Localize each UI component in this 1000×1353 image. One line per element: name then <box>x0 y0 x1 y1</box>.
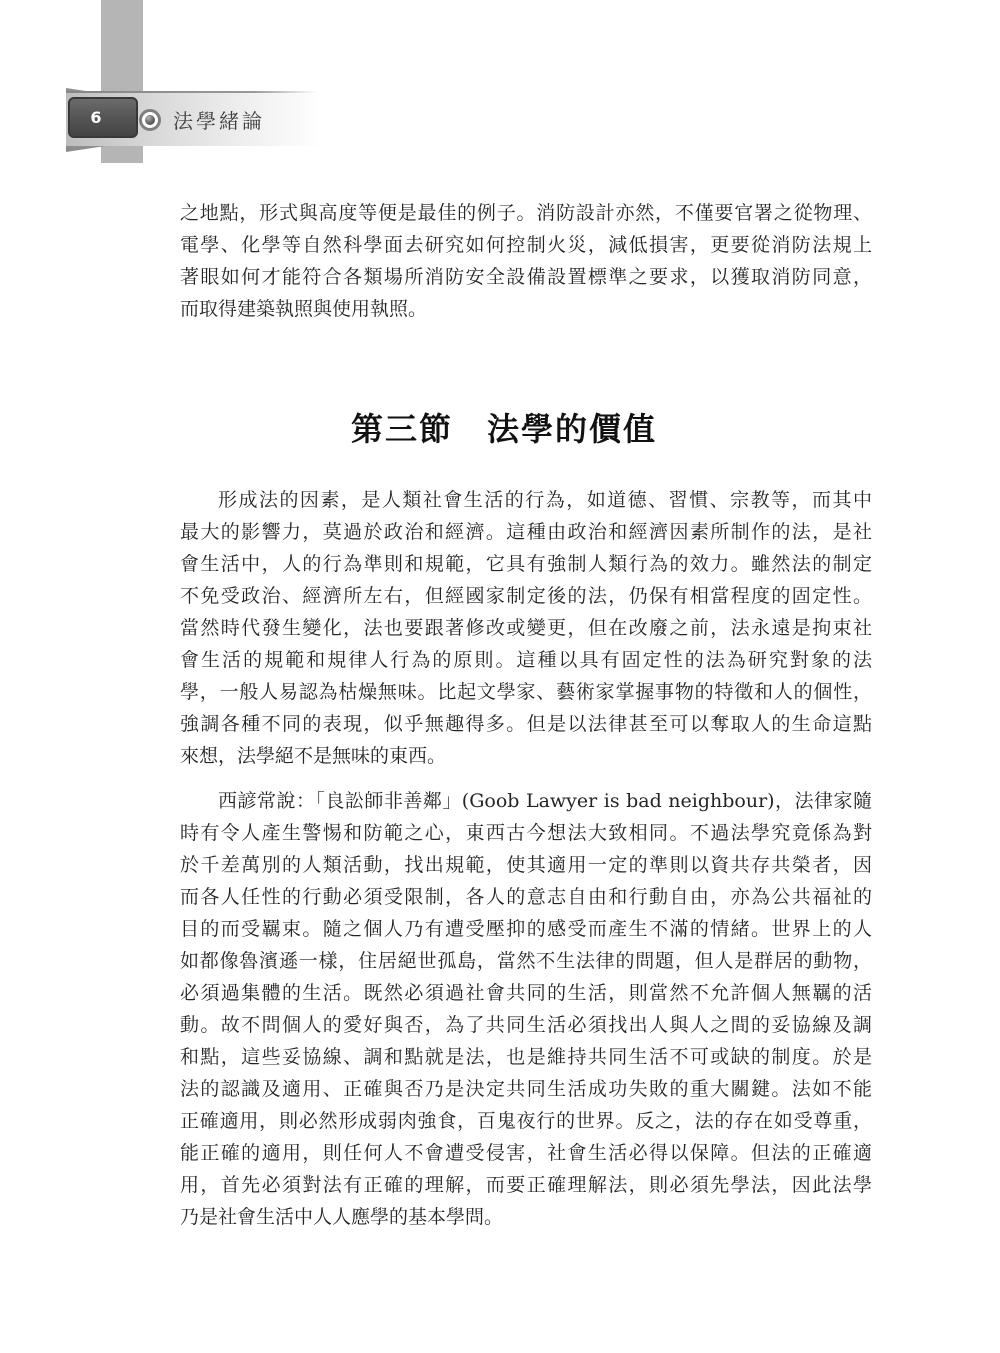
text-line: 正確適用，則必然形成弱肉強食，百鬼夜行的世界。反之，法的存在如受尊重， <box>180 1110 872 1132</box>
text-line: 西諺常說：「良訟師非善鄰」(Goob Lawyer is bad neighbour)，法律家隨 <box>218 790 872 812</box>
page-number: 6 <box>90 108 102 127</box>
text-line: 著眼如何才能符合各類場所消防安全設備設置標準之要求，以獲取消防同意， <box>180 266 872 288</box>
paragraph <box>180 484 872 772</box>
text-line: 時有令人產生警惕和防範之心，東西古今想法大致相同。不過法學究竟係為對 <box>180 822 872 844</box>
text-line: 來想，法學絕不是無味的東西。 <box>180 745 447 767</box>
target-circle-inner-dot <box>145 115 155 125</box>
text-line: 而各人任性的行動必須受限制，各人的意志自由和行動自由，亦為公共福祉的 <box>180 886 872 908</box>
text-line: 動。故不問個人的愛好與否，為了共同生活必須找出人與人之間的妥協線及調 <box>180 1014 872 1036</box>
page-number-box <box>68 97 138 138</box>
target-circle-icon <box>139 109 161 131</box>
paragraph <box>180 785 872 1233</box>
text-line: 而取得建築執照與使用執照。 <box>180 298 428 320</box>
text-line: 目的而受羈束。隨之個人乃有遭受壓抑的感受而產生不滿的情緒。世界上的人 <box>180 918 872 940</box>
body-text <box>180 0 872 1353</box>
text-line: 乃是社會生活中人人應學的基本學問。 <box>180 1206 504 1228</box>
text-line: 當然時代發生變化，法也要跟著修改或變更，但在改廢之前，法永遠是拘束社 <box>180 617 872 639</box>
text-line: 用，首先必須對法有正確的理解，而要正確理解法，則必須先學法，因此法學 <box>180 1174 872 1196</box>
text-line: 會生活中，人的行為準則和規範，它具有強制人類行為的效力。雖然法的制定 <box>180 553 872 575</box>
text-line: 和點，這些妥協線、調和點就是法，也是維持共同生活不可或缺的制度。於是 <box>180 1046 872 1068</box>
text-line: 學，一般人易認為枯燥無味。比起文學家、藝術家掌握事物的特徵和人的個性， <box>180 681 872 703</box>
text-line: 法的認識及適用、正確與否乃是決定共同生活成功失敗的重大關鍵。法如不能 <box>180 1078 872 1100</box>
paragraph <box>180 197 872 325</box>
text-line: 電學、化學等自然科學面去研究如何控制火災，減低損害，更要從消防法規上 <box>180 234 872 256</box>
text-line: 不免受政治、經濟所左右，但經國家制定後的法，仍保有相當程度的固定性。 <box>180 585 872 607</box>
running-head-book-title: 法學緒論 <box>173 109 265 133</box>
text-line: 能正確的適用，則任何人不會遭受侵害，社會生活必得以保障。但法的正確適 <box>180 1142 872 1164</box>
text-line: 形成法的因素，是人類社會生活的行為，如道德、習慣、宗教等，而其中 <box>218 489 872 511</box>
text-line: 如都像魯濱遜一樣，住居絕世孤島，當然不生法律的問題，但人是群居的動物， <box>180 950 872 972</box>
text-line: 必須過集體的生活。既然必須過社會共同的生活，則當然不允許個人無羈的活 <box>180 982 872 1004</box>
section-heading: 第三節 法學的價值 <box>350 410 657 448</box>
text-line: 強調各種不同的表現，似乎無趣得多。但是以法律甚至可以奪取人的生命這點 <box>180 713 872 735</box>
text-line: 之地點，形式與高度等便是最佳的例子。消防設計亦然，不僅要官署之從物理、 <box>180 202 872 224</box>
text-line: 最大的影響力，莫過於政治和經濟。這種由政治和經濟因素所制作的法，是社 <box>180 521 872 543</box>
text-line: 於千差萬別的人類活動，找出規範，使其適用一定的準則以資共存共榮者，因 <box>180 854 872 876</box>
text-line: 會生活的規範和規律人行為的原則。這種以具有固定性的法為研究對象的法 <box>180 649 872 671</box>
